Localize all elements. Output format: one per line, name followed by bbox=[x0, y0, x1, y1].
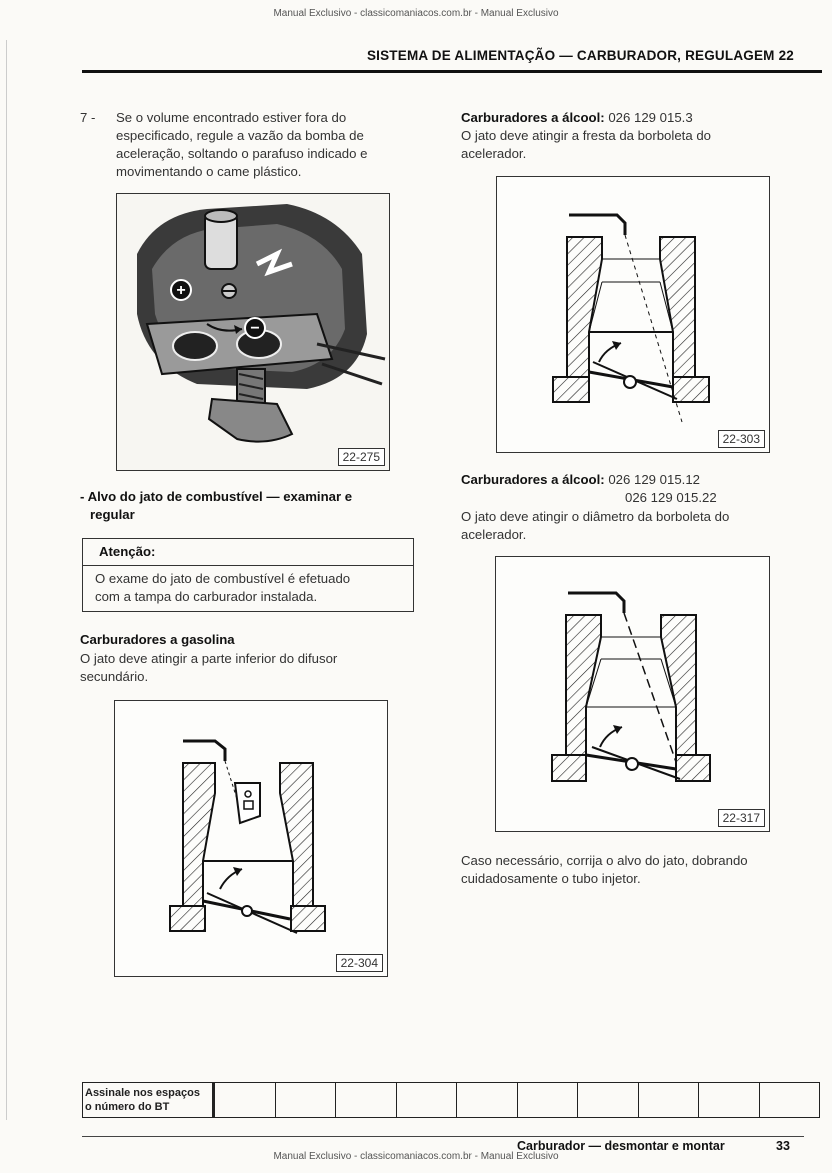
figure-label: 22-275 bbox=[338, 448, 385, 466]
bt-entry-cell[interactable] bbox=[518, 1083, 579, 1117]
bt-entry-cell[interactable] bbox=[639, 1083, 700, 1117]
jet-diagram-alcohol-gap bbox=[497, 177, 769, 452]
step-text-line: movimentando o came plástico. bbox=[116, 164, 302, 179]
bt-entry-cell[interactable] bbox=[276, 1083, 337, 1117]
figure-gasoline-jet-target bbox=[114, 700, 388, 977]
bt-entry-cell[interactable] bbox=[215, 1083, 276, 1117]
alcohol-section-2-heading bbox=[461, 471, 700, 489]
step-text-line: especificado, regule a vazão da bomba de bbox=[116, 128, 364, 143]
alcohol-text-line: O jato deve atingir a fresta da borboleta do bbox=[461, 128, 711, 143]
bt-entry-row bbox=[214, 1082, 820, 1118]
attention-text-line: com a tampa do carburador instalada. bbox=[95, 589, 318, 604]
alcohol-code: 026 129 015.3 bbox=[608, 110, 693, 125]
step-text-line: aceleração, soltando o parafuso indicado e bbox=[116, 146, 368, 161]
alcohol-section-1-text bbox=[461, 127, 791, 163]
alcohol-title: Carburadores a álcool: bbox=[461, 110, 605, 125]
footer-rule bbox=[82, 1136, 804, 1137]
header-rule bbox=[82, 70, 822, 73]
svg-text:+: + bbox=[176, 282, 186, 299]
bt-label-line: o número do BT bbox=[85, 1101, 170, 1113]
alcohol-text-line: O jato deve atingir o diâmetro da borboleta do bbox=[461, 509, 730, 524]
figure-carburetor-pump-adjustment bbox=[116, 193, 390, 471]
bt-entry-cell[interactable] bbox=[397, 1083, 458, 1117]
figure-alcohol-jet-diameter bbox=[495, 556, 770, 832]
bt-entry-cell[interactable] bbox=[699, 1083, 760, 1117]
bt-entry-cell[interactable] bbox=[457, 1083, 518, 1117]
attention-box bbox=[82, 538, 414, 612]
alcohol-text-line: acelerador. bbox=[461, 146, 527, 161]
gasoline-title: Carburadores a gasolina bbox=[80, 632, 235, 647]
bt-label bbox=[82, 1082, 214, 1118]
figure-label: 22-317 bbox=[718, 809, 765, 827]
gasoline-text-line: O jato deve atingir a parte inferior do difusor bbox=[80, 651, 338, 666]
alcohol-code: 026 129 015.22 bbox=[625, 490, 717, 505]
step-number: 7 - bbox=[80, 110, 96, 125]
correction-note bbox=[461, 852, 801, 888]
alcohol-section-1-heading bbox=[461, 109, 693, 127]
jet-diagram-alcohol-diameter bbox=[496, 557, 769, 831]
watermark-bottom: Manual Exclusivo - classicomaniacos.com.br - Manual Exclusivo bbox=[273, 1151, 559, 1162]
attention-text-line: O exame do jato de combustível é efetuado bbox=[95, 571, 351, 586]
footer-section-title: Carburador — desmontar e montar bbox=[517, 1139, 725, 1153]
bt-entry-cell[interactable] bbox=[760, 1083, 820, 1117]
bt-number-table bbox=[82, 1082, 822, 1120]
bt-label-line: Assinale nos espaços bbox=[85, 1087, 200, 1099]
bt-entry-cell[interactable] bbox=[578, 1083, 639, 1117]
section-title-line: regular bbox=[90, 507, 135, 522]
page-edge-line bbox=[6, 40, 7, 1120]
page-header-title: SISTEMA DE ALIMENTAÇÃO — CARBURADOR, REGULAGEM 22 bbox=[366, 48, 794, 63]
section-title bbox=[80, 488, 400, 524]
figure-alcohol-jet-gap bbox=[496, 176, 770, 453]
bt-entry-cell[interactable] bbox=[336, 1083, 397, 1117]
step-text bbox=[116, 109, 406, 181]
svg-text:−: − bbox=[250, 320, 260, 337]
watermark-top: Manual Exclusivo - classicomaniacos.com.br - Manual Exclusivo bbox=[273, 8, 559, 19]
alcohol-section-2-text bbox=[461, 508, 791, 544]
gasoline-text bbox=[80, 650, 410, 686]
step-text-line: Se o volume encontrado estiver fora do bbox=[116, 110, 347, 125]
alcohol-code: 026 129 015.12 bbox=[608, 472, 700, 487]
gasoline-text-line: secundário. bbox=[80, 669, 149, 684]
jet-diagram-gasoline bbox=[115, 701, 387, 976]
alcohol-title: Carburadores a álcool: bbox=[461, 472, 605, 487]
alcohol-text-line: acelerador. bbox=[461, 527, 527, 542]
figure-label: 22-303 bbox=[718, 430, 765, 448]
section-title-line: - Alvo do jato de combustível — examinar e bbox=[80, 489, 353, 504]
attention-divider bbox=[83, 565, 413, 566]
correction-note-line: Caso necessário, corrija o alvo do jato, dobrando bbox=[461, 853, 748, 868]
carburetor-illustration bbox=[117, 194, 389, 470]
correction-note-line: cuidadosamente o tubo injetor. bbox=[461, 871, 641, 886]
page-number: 33 bbox=[776, 1139, 790, 1153]
figure-label: 22-304 bbox=[336, 954, 383, 972]
attention-title: Atenção: bbox=[99, 544, 156, 559]
attention-text bbox=[95, 570, 411, 606]
